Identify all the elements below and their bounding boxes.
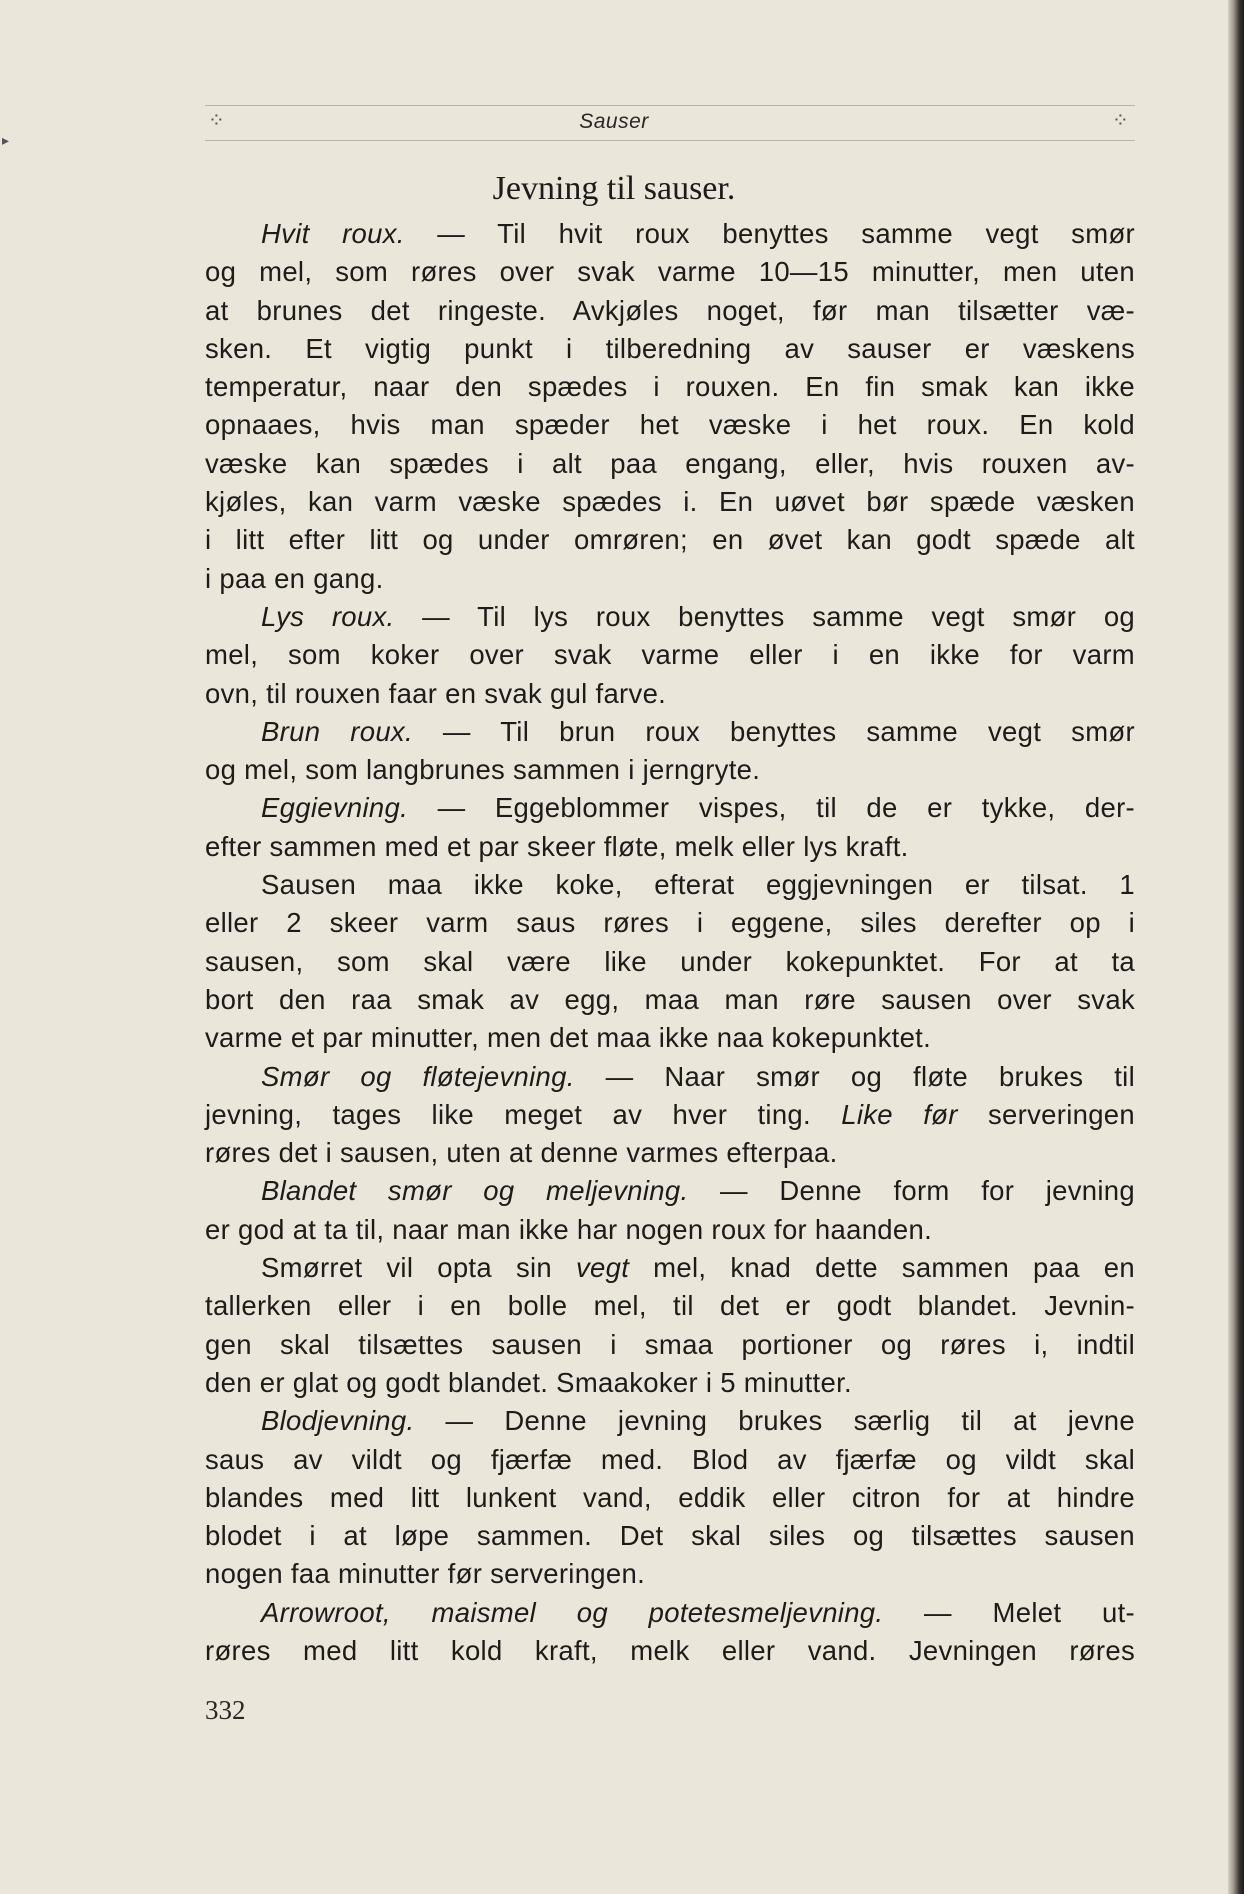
running-head: Sauser [579, 110, 649, 133]
text-line [205, 981, 1135, 1019]
italic-run: Blandet smør og meljevning. [261, 1175, 689, 1207]
italic-run: vegt [576, 1252, 630, 1284]
text-line [205, 1517, 1135, 1555]
text-run: — Til hvit roux benyttes samme vegt smør [404, 218, 1135, 249]
text-run: den er glat og godt blandet. Smaakoker i 5 minutter. [205, 1366, 852, 1398]
text-run: tallerken eller i en bolle mel, til det er godt blandet. Jevnin- [205, 1290, 1135, 1322]
text-line [205, 1172, 1135, 1210]
text-line [205, 1326, 1135, 1364]
text-line [205, 1479, 1135, 1517]
italic-run: Arrowroot, maismel og potetesmeljevning. [261, 1596, 884, 1628]
text-run: sausen, som skal være like under kokepunktet. For at ta [205, 945, 1135, 977]
text-line [205, 1134, 1135, 1172]
book-binding-edge [1228, 0, 1244, 1894]
text-line [205, 215, 1135, 253]
text-run: opnaaes, hvis man spæder het væske i het roux. En kold [205, 409, 1135, 441]
text-line [205, 904, 1135, 942]
ornament-icon-right: ⁘ [1112, 108, 1129, 132]
text-line [205, 789, 1135, 827]
text-run: i paa en gang. [205, 562, 384, 594]
text-line [205, 292, 1135, 330]
text-run: eller 2 skeer varm saus røres i eggene, siles derefter op i [205, 907, 1135, 939]
italic-run: Smør og fløtejevning. [261, 1060, 575, 1092]
text-line [205, 445, 1135, 483]
text-line [205, 368, 1135, 406]
text-run: sken. Et vigtig punkt i tilberedning av sauser er væskens [205, 332, 1135, 364]
section-title: Jevning til sauser. [492, 170, 736, 207]
text-line [205, 1364, 1135, 1402]
text-run: kjøles, kan varm væske spædes i. En uøvet bør spæde væsken [205, 486, 1135, 518]
text-line [205, 751, 1135, 789]
italic-run: Lys roux. [261, 600, 395, 632]
text-run: bort den raa smak av egg, maa man røre sausen over svak [205, 983, 1135, 1015]
text-line [205, 828, 1135, 866]
text-run: — Denne form for jevning [688, 1175, 1135, 1207]
text-line [205, 521, 1135, 559]
text-line [205, 713, 1135, 751]
text-run: er god at ta til, naar man ikke har nogen roux for haanden. [205, 1213, 933, 1245]
text-run: gen skal tilsættes sausen i smaa portioner og røres i, indtil [205, 1328, 1135, 1360]
text-line [205, 1096, 1135, 1134]
text-run: nogen faa minutter før serveringen. [205, 1558, 646, 1590]
italic-run: Brun roux. [261, 715, 413, 747]
text-run: røres det i sausen, uten at denne varmes efterpaa. [205, 1137, 838, 1169]
text-line [205, 1632, 1135, 1670]
text-run: Sausen maa ikke koke, efterat eggjevningen er tilsat. 1 [261, 869, 1135, 901]
text-run: og mel, som langbrunes sammen i jerngryte. [205, 754, 761, 786]
text-line [205, 866, 1135, 904]
text-line [205, 1402, 1135, 1440]
text-line [205, 253, 1135, 291]
text-line [205, 675, 1135, 713]
text-line [205, 560, 1135, 598]
text-line [205, 330, 1135, 368]
page-number: 332 [205, 1695, 246, 1725]
text-run: — Melet ut- [883, 1596, 1136, 1628]
text-run: serveringen [957, 1098, 1135, 1130]
text-run: — Eggeblommer vispes, til de er tykke, der- [408, 792, 1135, 824]
text-run: mel, som koker over svak varme eller i en ikke for varm [205, 639, 1135, 671]
text-line [205, 1594, 1135, 1632]
text-run: — Naar smør og fløte brukes til [574, 1060, 1135, 1092]
text-run: varme et par minutter, men det maa ikke naa kokepunktet. [205, 1022, 932, 1054]
header-rule-bottom [205, 140, 1135, 141]
text-run: at brunes det ringeste. Avkjøles noget, før man tilsætter væ- [205, 294, 1135, 326]
text-run: ovn, til rouxen faar en svak gul farve. [205, 677, 667, 709]
text-line [205, 1211, 1135, 1249]
text-line [205, 598, 1135, 636]
text-line [205, 1555, 1135, 1593]
italic-run: Hvit roux. [261, 218, 405, 249]
stray-print-mark: ▸ [2, 132, 10, 148]
text-run: blandes med litt lunkent vand, eddik eller citron for at hindre [205, 1481, 1135, 1513]
italic-run: Like før [841, 1098, 958, 1130]
text-line [205, 1058, 1135, 1096]
text-run: saus av vildt og fjærfæ med. Blod av fjærfæ og vildt skal [205, 1443, 1135, 1475]
text-run: og mel, som røres over svak varme 10—15 minutter, men uten [205, 256, 1135, 288]
text-run: — Denne jevning brukes særlig til at jevne [414, 1405, 1135, 1437]
text-run: temperatur, naar den spædes i rouxen. En fin smak kan ikke [205, 371, 1135, 403]
text-run: mel, knad dette sammen paa en [629, 1252, 1135, 1284]
text-run: — Til lys roux benyttes samme vegt smør og [394, 600, 1136, 632]
text-line [205, 1287, 1135, 1325]
text-run: efter sammen med et par skeer fløte, melk eller lys kraft. [205, 830, 909, 862]
text-line [205, 1441, 1135, 1479]
text-run: blodet i at løpe sammen. Det skal siles og tilsættes sausen [205, 1520, 1135, 1552]
text-run: Smørret vil opta sin [261, 1252, 576, 1284]
text-line [205, 406, 1135, 444]
text-run: i litt efter litt og under omrøren; en øvet kan godt spæde alt [205, 524, 1135, 556]
text-run: jevning, tages like meget av hver ting. [205, 1098, 842, 1130]
italic-run: Blodjevning. [261, 1405, 415, 1437]
text-line [205, 636, 1135, 674]
header-rule-top [205, 105, 1135, 106]
italic-run: Eggievning. [261, 792, 409, 824]
text-line [205, 943, 1135, 981]
text-run: — Til brun roux benyttes samme vegt smør [412, 715, 1135, 747]
ornament-icon-left: ⁘ [208, 108, 225, 132]
text-line [205, 1019, 1135, 1057]
text-line [205, 1249, 1135, 1287]
text-run: væske kan spædes i alt paa engang, eller, hvis rouxen av- [205, 447, 1135, 479]
text-line [205, 483, 1135, 521]
text-run: røres med litt kold kraft, melk eller vand. Jevningen røres [205, 1634, 1135, 1666]
body-text [205, 215, 1135, 1670]
